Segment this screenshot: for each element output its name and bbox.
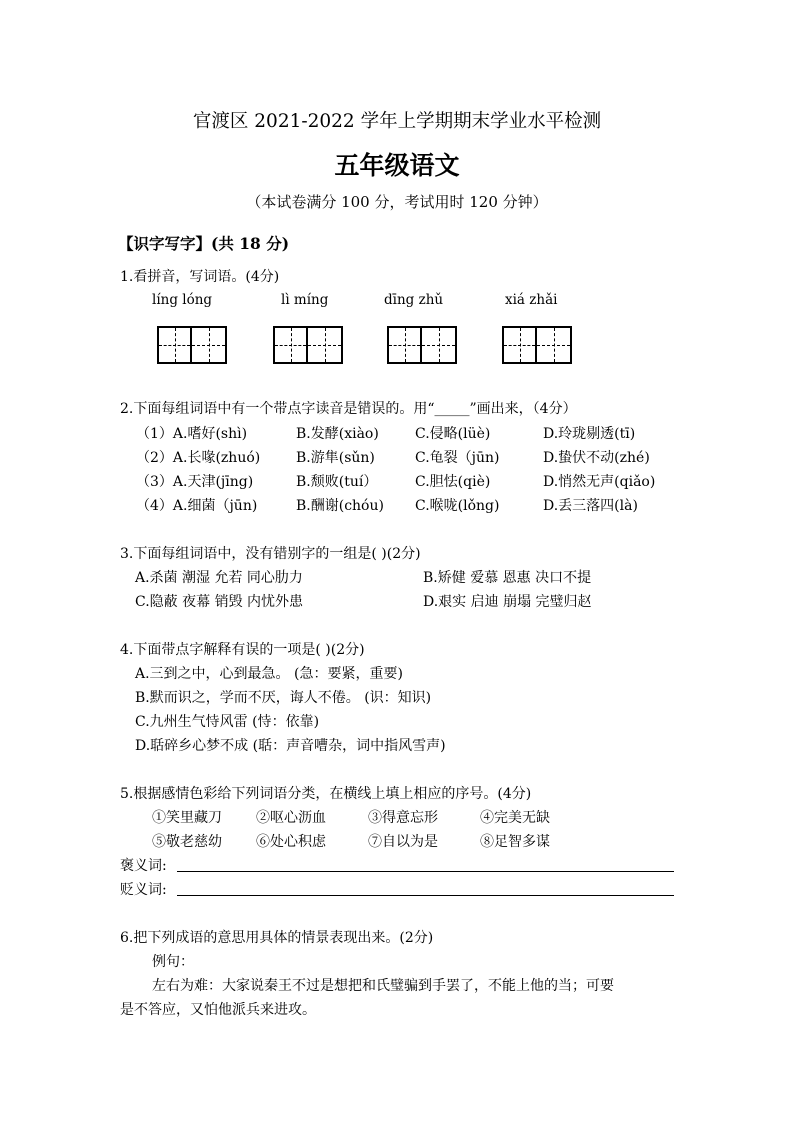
example-text-line2: 是不答应，又怕他派兵来进攻。 bbox=[120, 1002, 316, 1018]
tian-box[interactable] bbox=[308, 326, 343, 364]
q2-option: （2）A.长喙(zhuó) bbox=[136, 450, 261, 466]
tian-box[interactable] bbox=[387, 326, 422, 364]
q5-word: ⑤敬老慈幼 bbox=[152, 834, 222, 850]
tian-box[interactable] bbox=[422, 326, 457, 364]
q5-word: ⑦自以为是 bbox=[368, 834, 438, 850]
q3-option: B.矫健 爱慕 恩惠 决口不提 bbox=[423, 570, 592, 586]
pinyin-2: lì míng bbox=[281, 292, 329, 308]
example-text-line1: 左右为难：大家说秦王不过是想把和氏璧骗到手罢了，不能上他的当；可要 bbox=[152, 978, 614, 994]
q3-option: A.杀菌 潮湿 允若 同心肋力 bbox=[135, 570, 303, 586]
tian-box[interactable] bbox=[502, 326, 537, 364]
q5-word: ①笑里藏刀 bbox=[152, 810, 222, 826]
pinyin-3: dīng zhǔ bbox=[384, 292, 444, 308]
q2-option: D.蛰伏不动(zhé) bbox=[543, 450, 650, 466]
section-title: 【识字写字】(共 18 分) bbox=[118, 234, 290, 253]
q2-option: C.胆怯(qiè) bbox=[415, 474, 491, 490]
tian-box[interactable] bbox=[192, 326, 227, 364]
q4-option: C.九州生气恃风雷 (恃：依靠) bbox=[135, 714, 320, 730]
writing-grid-2[interactable] bbox=[273, 326, 343, 364]
q5-word: ⑧足智多谋 bbox=[480, 834, 550, 850]
q4-option: A.三到之中，心到最急。 (急：要紧，重要) bbox=[135, 666, 403, 682]
pinyin-4: xiá zhǎi bbox=[505, 292, 558, 308]
q2-option: C.龟裂（jūn) bbox=[415, 450, 500, 466]
q2-option: （4）A.细菌（jūn) bbox=[136, 498, 258, 514]
writing-grid-3[interactable] bbox=[387, 326, 457, 364]
pinyin-1: líng lóng bbox=[152, 292, 213, 308]
exam-info: （本试卷满分 100 分，考试用时 120 分钟） bbox=[246, 193, 548, 211]
positive-words-label: 褒义词: bbox=[120, 858, 167, 874]
q2-option: B.发酵(xiào) bbox=[296, 426, 379, 442]
q5-word: ②呕心沥血 bbox=[256, 810, 326, 826]
q4-option: B.默而识之，学而不厌，诲人不倦。 (识：知识) bbox=[135, 690, 432, 706]
exam-header-title: 官渡区 2021-2022 学年上学期期末学业水平检测 bbox=[192, 111, 602, 132]
q2-option: D.丢三落四(là) bbox=[543, 498, 638, 514]
q2-option: （3）A.天津(jīng) bbox=[136, 474, 254, 490]
q2-option: B.酬谢(chóu) bbox=[296, 498, 384, 514]
q2-option: B.颓败(tuí） bbox=[296, 474, 378, 490]
q3-option: C.隐蔽 夜幕 销毁 内忧外患 bbox=[135, 594, 304, 610]
question-2-prompt: 2.下面每组词语中有一个带点字读音是错误的。用“_____”画出来，（4分） bbox=[120, 401, 577, 417]
q2-option: C.侵略(lüè) bbox=[415, 426, 491, 442]
writing-grid-1[interactable] bbox=[157, 326, 227, 364]
example-label: 例句： bbox=[152, 954, 194, 970]
q5-word: ④完美无缺 bbox=[480, 810, 550, 826]
subject-title: 五年级语文 bbox=[334, 151, 460, 180]
question-3-prompt: 3.下面每组词语中，没有错别字的一组是( )(2分) bbox=[120, 546, 421, 562]
negative-words-label: 贬义词: bbox=[120, 882, 167, 898]
tian-box[interactable] bbox=[157, 326, 192, 364]
q4-option: D.聒碎乡心梦不成 (聒：声音嘈杂，词中指风雪声) bbox=[135, 738, 446, 754]
question-4-prompt: 4.下面带点字解释有误的一项是( )(2分) bbox=[120, 642, 365, 658]
q5-word: ③得意忘形 bbox=[368, 810, 438, 826]
question-6-prompt: 6.把下列成语的意思用具体的情景表现出来。(2分) bbox=[120, 930, 434, 946]
tian-box[interactable] bbox=[537, 326, 572, 364]
q2-option: （1）A.嗜好(shì) bbox=[136, 426, 248, 442]
q2-option: C.喉咙(lǒng) bbox=[415, 498, 500, 514]
negative-words-answer-line[interactable] bbox=[177, 895, 674, 896]
q2-option: B.游隼(sǔn) bbox=[296, 450, 375, 466]
positive-words-answer-line[interactable] bbox=[177, 871, 674, 872]
q3-option: D.艰实 启迪 崩塌 完璧归赵 bbox=[423, 594, 592, 610]
question-5-prompt: 5.根据感情色彩给下列词语分类，在横线上填上相应的序号。(4分) bbox=[120, 786, 532, 802]
q5-word: ⑥处心积虑 bbox=[256, 834, 326, 850]
q2-option: D.悄然无声(qiǎo) bbox=[543, 474, 656, 490]
tian-box[interactable] bbox=[273, 326, 308, 364]
writing-grid-4[interactable] bbox=[502, 326, 572, 364]
q2-option: D.玲珑剔透(tī) bbox=[543, 426, 636, 442]
question-1-prompt: 1.看拼音，写词语。(4分) bbox=[120, 269, 280, 285]
